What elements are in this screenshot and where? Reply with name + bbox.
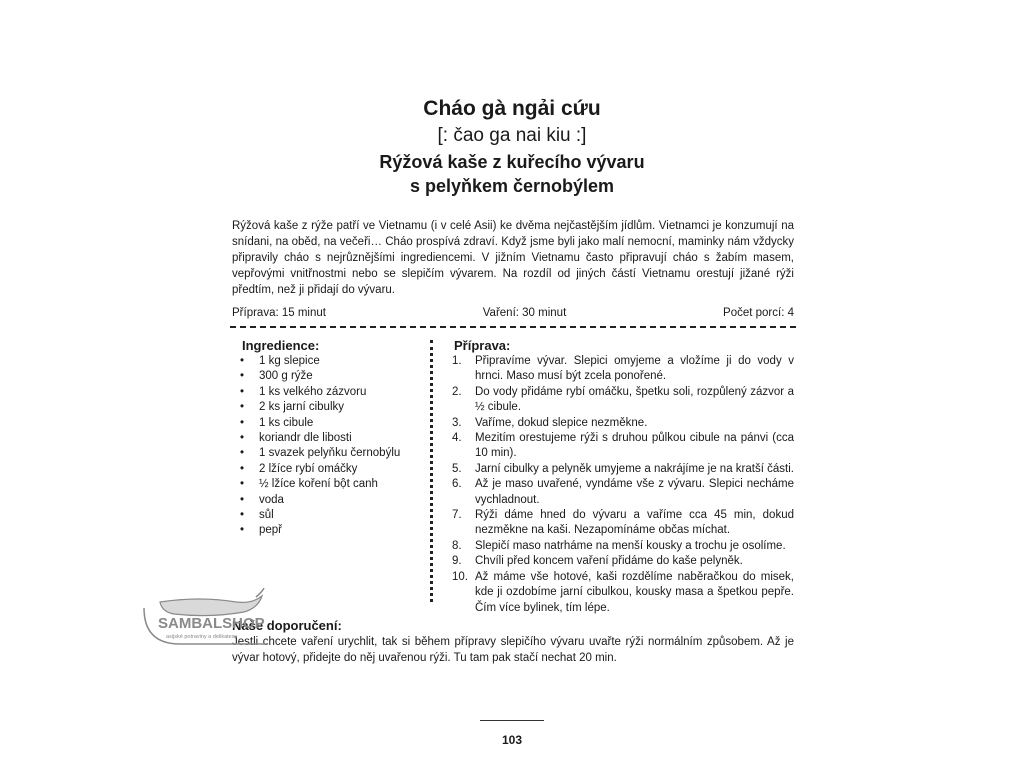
ingredient-item: • 2 ks jarní cibulky — [232, 400, 422, 415]
ingredient-item: • koriandr dle libosti — [232, 431, 422, 446]
recipe-pronunciation: [: čao ga nai kiu :] — [437, 125, 587, 146]
step-item — [452, 385, 794, 416]
step-text: Připravíme vývar. Slepici omyjeme a vložíme ji do vody v hrnci. Maso musí být zcela ponořené. — [475, 355, 794, 383]
ingredients-list — [232, 354, 422, 539]
subtitle-line-1: Rýžová kaše z kuřecího vývaru — [379, 152, 645, 172]
step-item — [452, 508, 794, 539]
intro-paragraph: Rýžová kaše z rýže patří ve Vietnamu (i v celé Asii) ke dvěma nejčastějším jídlům. Vietnamci je konzumují na snídani, na oběd, na večeři… Cháo prospívá zdraví. Když jsme byli jako malí nemocní, maminky nám vždycky připravily cháo s nejrůznějšími ingrediencemi. V jižním Vietnamu často připravují cháo s žabím masem, vepřovými vnitřnostmi nebo se slepičím vývarem. Na rozdíl od jiných částí Vietnamu orestují jižané rýži předtím, než ji přidají do vývaru. — [232, 220, 794, 296]
chili-stem-icon — [256, 588, 264, 597]
step-number: 8. — [452, 539, 462, 552]
step-item — [452, 554, 794, 569]
step-text: Až máme vše hotové, kaši rozdělíme naběračkou do misek, kde ji ozdobíme jarní cibulkou, kousky masa a špetkou pepře. Čím více bylinek, tím lépe. — [475, 570, 794, 614]
ingredient-item: • 300 g rýže — [232, 369, 422, 384]
recommendation-heading: Naše doporučení: — [232, 618, 342, 633]
ingredient-item: • 2 lžíce rybí omáčky — [232, 462, 422, 477]
ingredient-item: • ½ lžíce koření bột canh — [232, 477, 422, 492]
step-number: 1. — [452, 355, 462, 367]
step-number: 6. — [452, 478, 462, 491]
ingredient-item: • voda — [232, 493, 422, 508]
recipe-meta — [232, 305, 794, 321]
watermark-brand: SAMBALSHOP — [158, 615, 265, 632]
step-number: 5. — [452, 462, 462, 475]
watermark-tagline: asijské potraviny a delikatesy — [166, 634, 238, 640]
step-item — [452, 462, 794, 477]
step-item — [452, 477, 794, 508]
chili-icon — [160, 596, 262, 616]
ingredient-item: • 1 kg slepice — [232, 354, 422, 369]
step-text: Vaříme, dokud slepice nezměkne. — [475, 416, 648, 429]
ingredient-item: • 1 ks velkého zázvoru — [232, 385, 422, 400]
ingredients-section — [232, 338, 422, 539]
footer-rule — [480, 720, 544, 721]
ingredient-item: • 1 ks cibule — [232, 416, 422, 431]
step-number: 9. — [452, 555, 462, 568]
page-number: 103 — [501, 733, 523, 747]
recipe-subtitle — [0, 150, 1024, 198]
preparation-section — [452, 338, 794, 616]
sambalshop-watermark-logo — [140, 588, 270, 648]
step-text: Slepičí maso natrháme na menší kousky a trochu je osolíme. — [475, 539, 786, 552]
preparation-steps — [452, 354, 794, 616]
step-text: Chvíli před koncem vaření přidáme do kaše pelyněk. — [475, 555, 743, 568]
ingredient-item: • pepř — [232, 523, 422, 538]
prep-time: Příprava: 15 minut — [232, 307, 326, 319]
step-item — [452, 416, 794, 431]
ingredients-heading: Ingredience: — [242, 338, 320, 353]
servings: Počet porcí: 4 — [723, 307, 794, 319]
cook-time: Vaření: 30 minut — [482, 307, 567, 319]
recommendation-text: Jestli chcete vaření urychlit, tak si během přípravy slepičího vývaru uvařte rýži normálním způsobem. Až je vývar hotový, přidejte do něj uvařenou rýži. Tu tam pak stačí nechat 20 min. — [232, 636, 794, 664]
step-text: Až je maso uvařené, vyndáme vše z vývaru. Slepici necháme vychladnout. — [475, 478, 794, 506]
step-number: 4. — [452, 432, 462, 445]
ingredient-item: • 1 svazek pelyňku černobýlu — [232, 446, 422, 461]
step-text: Do vody přidáme rybí omáčku, špetku soli, rozpůlený zázvor a ½ cibule. — [475, 385, 794, 414]
step-item — [452, 354, 794, 385]
step-number: 7. — [452, 509, 462, 522]
step-item — [452, 570, 794, 616]
step-number: 10. — [452, 570, 468, 583]
step-number: 3. — [452, 416, 462, 429]
step-item — [452, 539, 794, 554]
step-text: Mezitím orestujeme rýži s druhou půlkou cibule na pánvi (cca 10 min). — [475, 432, 794, 460]
step-item — [452, 431, 794, 462]
subtitle-line-2: s pelyňkem černobýlem — [409, 176, 615, 196]
preparation-heading: Příprava: — [454, 338, 511, 353]
ingredient-item: • sůl — [232, 508, 422, 523]
step-number: 2. — [452, 385, 462, 398]
step-text: Rýži dáme hned do vývaru a vaříme cca 45 min, dokud nezměkne na kaši. Nezapomínáme občas míchat. — [475, 509, 794, 537]
step-text: Jarní cibulky a pelyněk umyjeme a nakrájíme je na kratší části. — [475, 462, 794, 475]
dotted-column-divider — [430, 340, 433, 602]
recipe-title: Cháo gà ngải cứu — [423, 97, 601, 120]
dashed-divider — [230, 326, 796, 328]
